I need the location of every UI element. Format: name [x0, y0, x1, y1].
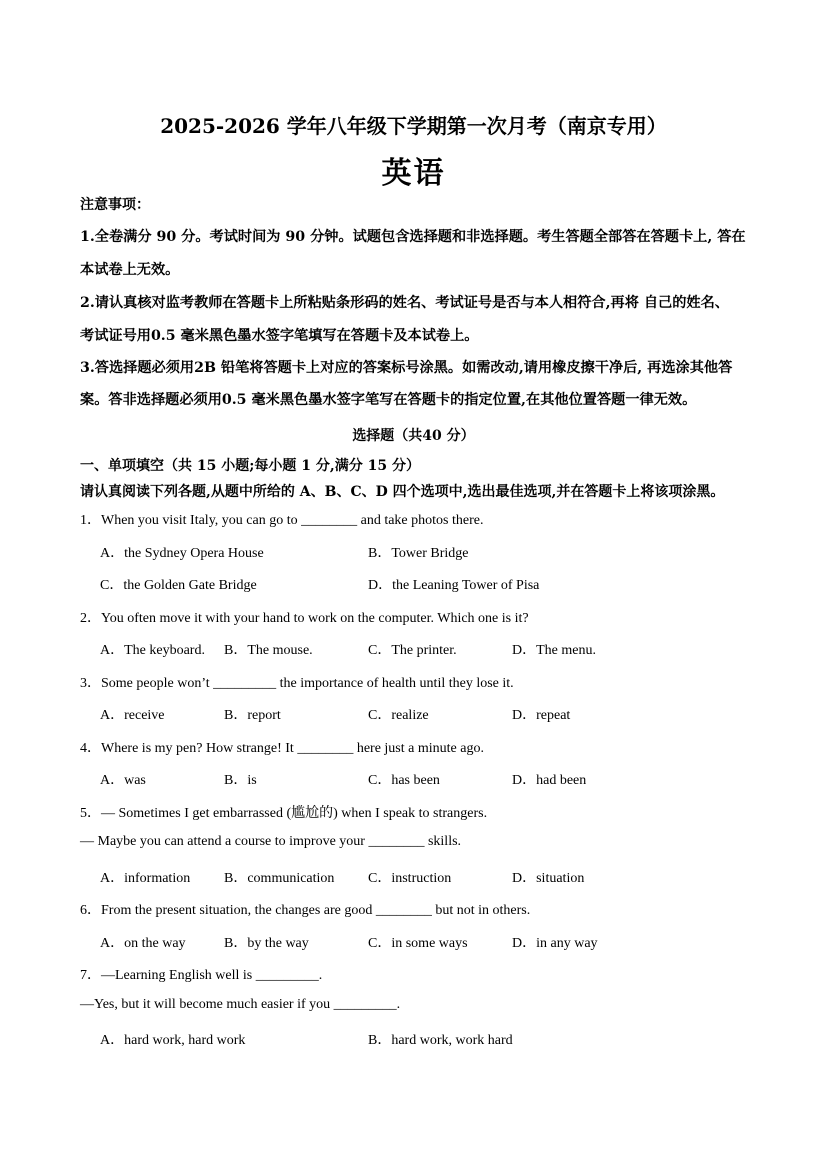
question-6-stem: 6．From the present situation, the changes are good ________ but not in others. [80, 903, 531, 918]
question-3-stem: 3．Some people won’t _________ the importance of health until they lose it. [80, 676, 514, 691]
question-4-option-b: B．is [224, 773, 257, 788]
question-6-option-b: B．by the way [224, 936, 309, 951]
question-4-stem: 4．Where is my pen? How strange! It ________ here just a minute ago. [80, 741, 484, 756]
question-4-option-c: C．has been [368, 773, 440, 788]
question-4-option-d: D．had been [512, 773, 587, 788]
question-7-stem: 7．—Learning English well is _________. [80, 968, 323, 983]
question-7-stem-reply: —Yes, but it will become much easier if you _________. [80, 997, 401, 1012]
notice-line: 3.答选择题必须用2B 铅笔将答题卡上对应的答案标号涂黑。如需改动,请用橡皮擦干净后, 再选涂其他答 [80, 360, 733, 376]
question-3-option-d: D．repeat [512, 708, 571, 723]
question-6-option-d: D．in any way [512, 936, 598, 951]
notice-line: 本试卷上无效。 [80, 262, 180, 278]
question-7-option-a: A．hard work, hard work [100, 1033, 246, 1048]
question-5-stem-reply: — Maybe you can attend a course to improve your ________ skills. [80, 834, 462, 849]
question-5-option-a: A．information [100, 871, 191, 886]
subject-title: 英语 [381, 156, 446, 191]
part-instruction: 请认真阅读下列各题,从题中所给的 A、B、C、D 四个选项中,选出最佳选项,并在答题卡上将该项涂黑。 [80, 484, 725, 500]
question-2-stem: 2．You often move it with your hand to work on the computer. Which one is it? [80, 611, 529, 626]
question-6-option-a: A．on the way [100, 936, 186, 951]
question-1-option-c: C．the Golden Gate Bridge [100, 578, 257, 593]
question-5-option-d: D．situation [512, 871, 585, 886]
question-5-option-b: B．communication [224, 871, 335, 886]
question-4-option-a: A．was [100, 773, 146, 788]
question-2-option-c: C．The printer. [368, 643, 457, 658]
notice-line: 2.请认真核对监考教师在答题卡上所粘贴条形码的姓名、考试证号是否与本人相符合,再将 自己的姓名、 [80, 295, 729, 311]
notice-line: 1.全卷满分 90 分。考试时间为 90 分钟。试题包含选择题和非选择题。考生答题全部答在答题卡上, 答在 [80, 229, 746, 245]
question-7-option-b: B．hard work, work hard [368, 1033, 513, 1048]
question-2-option-d: D．The menu. [512, 643, 596, 658]
question-6-option-c: C．in some ways [368, 936, 468, 951]
question-3-option-a: A．receive [100, 708, 165, 723]
question-3-option-c: C．realize [368, 708, 429, 723]
question-1-stem: 1．When you visit Italy, you can go to ________ and take photos there. [80, 513, 484, 528]
notice-line: 考试证号用0.5 毫米黑色墨水签字笔填写在答题卡及本试卷上。 [80, 328, 479, 344]
question-5-option-c: C．instruction [368, 871, 452, 886]
question-2-option-b: B．The mouse. [224, 643, 313, 658]
question-3-option-b: B．report [224, 708, 281, 723]
part-heading: 一、单项填空（共 15 小题;每小题 1 分,满分 15 分） [80, 458, 420, 474]
notice-heading: 注意事项： [80, 197, 150, 213]
section-title: 选择题（共40 分） [352, 428, 475, 444]
question-2-option-a: A．The keyboard. [100, 643, 205, 658]
question-1-option-b: B．Tower Bridge [368, 546, 469, 561]
question-1-option-d: D．the Leaning Tower of Pisa [368, 578, 540, 593]
notice-line: 案。答非选择题必须用0.5 毫米黑色墨水签字笔写在答题卡的指定位置,在其他位置答题一律无效。 [80, 392, 697, 408]
exam-title: 2025-2026 学年八年级下学期第一次月考（南京专用） [160, 114, 667, 138]
question-1-option-a: A．the Sydney Opera House [100, 546, 264, 561]
question-5-stem: 5．— Sometimes I get embarrassed (尴尬的) when I speak to strangers. [80, 806, 488, 821]
